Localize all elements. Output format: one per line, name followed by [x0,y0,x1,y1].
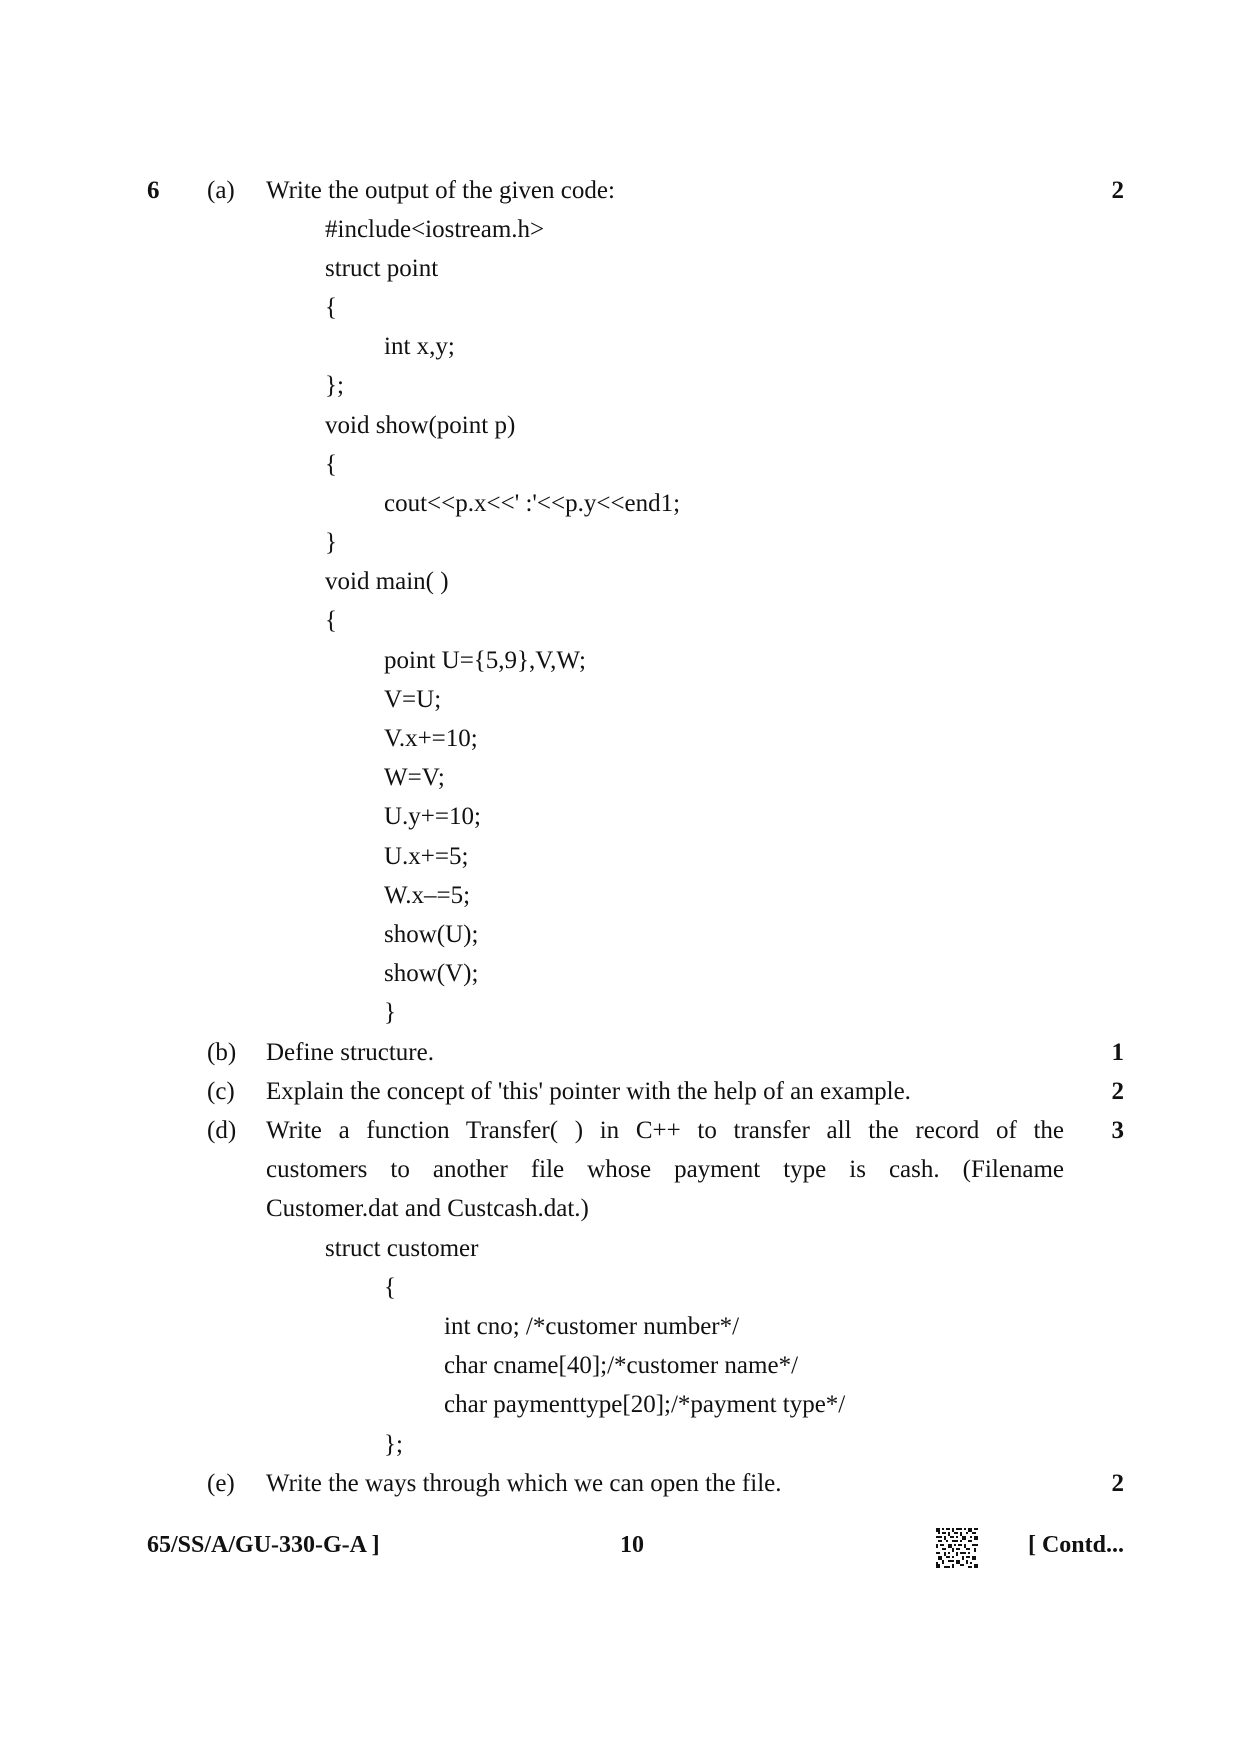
code-line: int x,y; [384,333,455,360]
code-line: { [325,294,337,321]
question-number: 6 [147,177,160,204]
continued-label: [ Contd... [1027,1532,1124,1558]
part-c-text: Explain the concept of 'this' pointer with the help of an example. [266,1078,911,1105]
part-d-marks: 3 [1111,1117,1124,1144]
code-line: W=V; [384,764,445,791]
code-line: } [325,529,337,556]
code-line: }; [325,372,344,399]
code-line: } [384,999,396,1026]
part-d-label: (d) [207,1117,237,1144]
part-e-text: Write the ways through which we can open the file. [266,1470,782,1497]
code-line: { [384,1274,396,1301]
part-e-marks: 2 [1111,1470,1124,1497]
code-line: point U={5,9},V,W; [384,647,586,674]
code-line: char cname[40];/*customer name*/ [444,1352,799,1379]
code-line: U.y+=10; [384,803,481,830]
code-line: show(U); [384,921,479,948]
code-line: V.x+=10; [384,725,478,752]
part-b-marks: 1 [1111,1039,1124,1066]
part-d-text-line: customers to another file whose payment type is cash. (Filename [266,1156,1064,1183]
code-line: void main( ) [325,568,449,595]
code-line: char paymenttype[20];/*payment type*/ [444,1391,846,1418]
part-a-marks: 2 [1111,177,1124,204]
part-a-text: Write the output of the given code: [266,177,615,204]
part-d-text [266,1116,1064,1194]
part-d-text-line: Write a function Transfer( ) in C++ to transfer all the record of the [266,1117,1064,1144]
code-line: show(V); [384,960,479,987]
code-line: W.x–=5; [384,882,471,909]
code-line: struct customer [325,1235,479,1262]
code-line: U.x+=5; [384,843,469,870]
part-a-label: (a) [207,177,235,204]
part-b-label: (b) [207,1039,237,1066]
page-number: 10 [620,1532,644,1558]
qr-code-icon [936,1528,978,1568]
part-c-marks: 2 [1111,1078,1124,1105]
code-line: int cno; /*customer number*/ [444,1313,740,1340]
code-line: cout<<p.x<<' :'<<p.y<<end1; [384,490,681,517]
code-line: #include<iostream.h> [325,216,545,243]
code-line: { [325,451,337,478]
part-b-text: Define structure. [266,1039,434,1066]
code-line: { [325,607,337,634]
code-line: }; [384,1431,403,1458]
code-line: void show(point p) [325,412,516,439]
code-line: struct point [325,255,439,282]
part-d-text-line: Customer.dat and Custcash.dat.) [266,1195,589,1222]
paper-code: 65/SS/A/GU-330-G-A ] [147,1532,380,1558]
part-e-label: (e) [207,1470,235,1497]
part-c-label: (c) [207,1078,235,1105]
code-line: V=U; [384,686,442,713]
